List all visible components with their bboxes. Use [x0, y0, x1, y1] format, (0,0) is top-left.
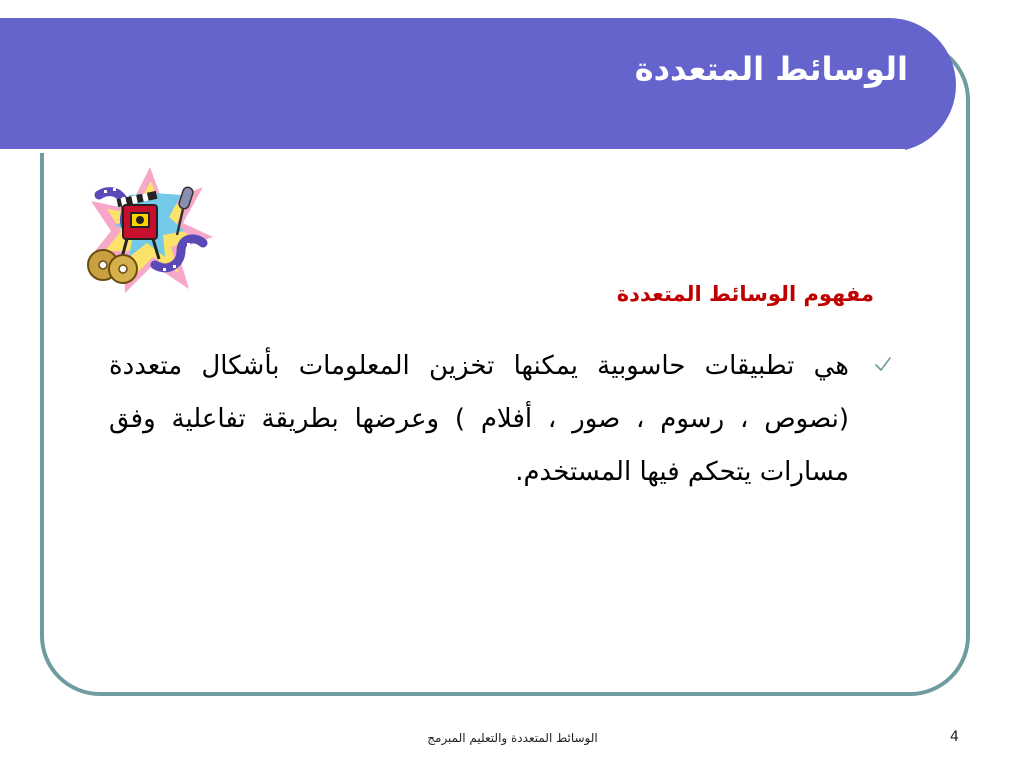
page-number: 4 [950, 729, 959, 745]
slide-title: الوسائط المتعددة [634, 50, 908, 88]
multimedia-clipart-icon [85, 165, 215, 297]
bullet-text: هي تطبيقات حاسوبية يمكنها تخزين المعلومات بأشكال متعددة (نصوص ، رسوم ، صور ، أفلام ) وعرضها بطريقة تفاعلية وفق مسارات يتحكم فيها المستخدم. [109, 351, 849, 487]
check-mark-icon [873, 355, 893, 375]
footer-text: الوسائط المتعددة والتعليم المبرمج [427, 731, 598, 745]
subheading: مفهوم الوسائط المتعددة [616, 282, 874, 306]
title-underline [0, 149, 905, 153]
